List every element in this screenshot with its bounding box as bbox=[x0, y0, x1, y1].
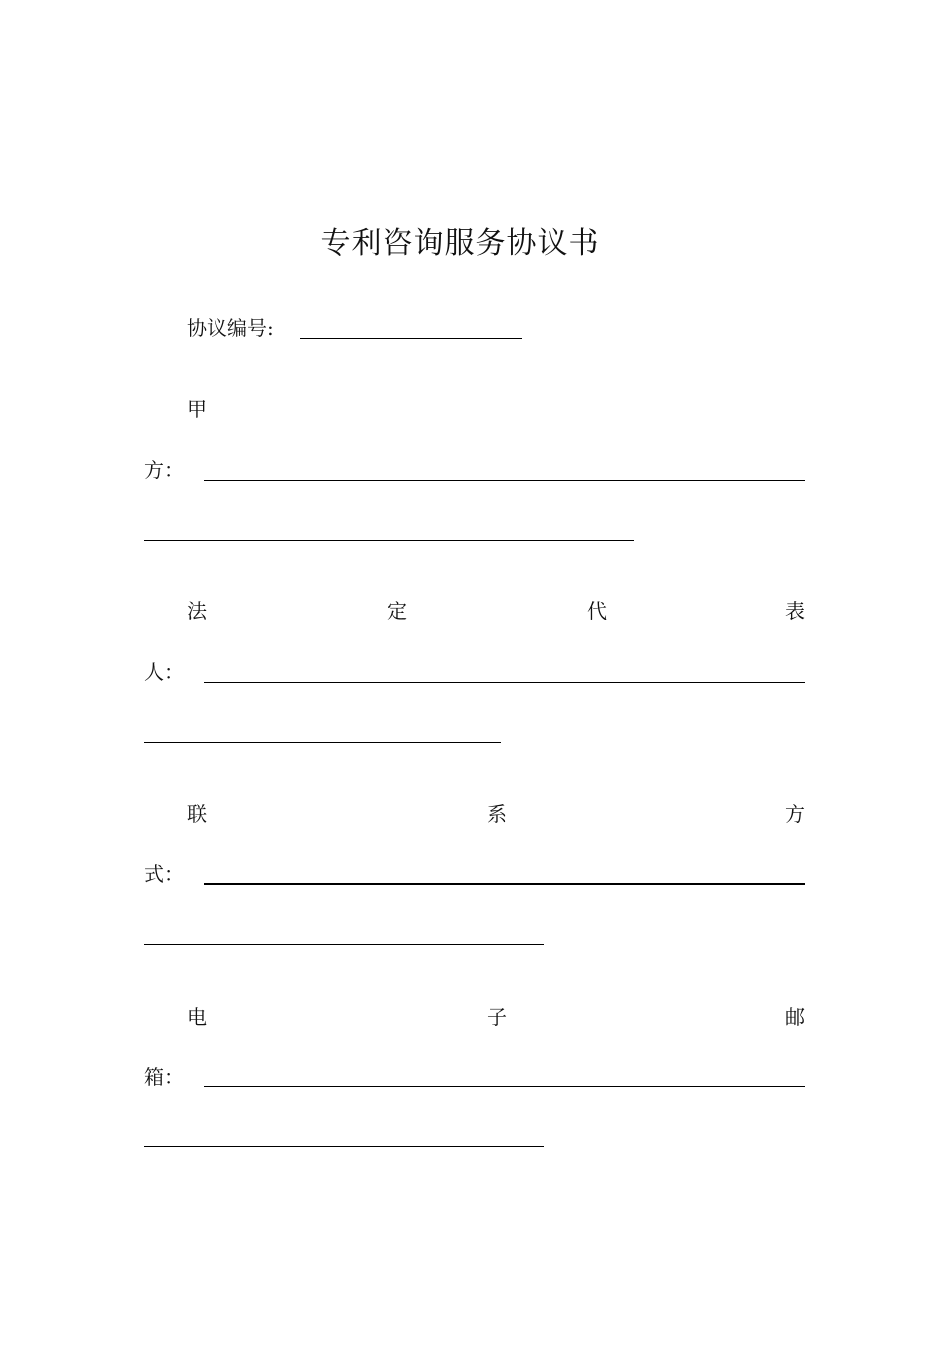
email-label-char-3: 邮 bbox=[785, 1005, 805, 1029]
agreement-no-label: 协议编号: bbox=[187, 316, 274, 340]
email-label-char-1: 电 bbox=[187, 1005, 207, 1029]
contact-field-line-2[interactable] bbox=[144, 944, 544, 945]
party-a-field-line-1[interactable] bbox=[204, 480, 805, 481]
legal-rep-label-char-2: 定 bbox=[387, 599, 407, 623]
contact-label-char-4: 式： bbox=[144, 862, 184, 886]
party-a-field-line-2[interactable] bbox=[144, 540, 634, 541]
legal-rep-label-char-1: 法 bbox=[187, 599, 207, 623]
contact-field-line-1[interactable] bbox=[204, 883, 805, 885]
legal-rep-field-line-1[interactable] bbox=[204, 682, 805, 683]
document-title: 专利咨询服务协议书 bbox=[320, 226, 600, 261]
email-field-line-1[interactable] bbox=[204, 1086, 805, 1087]
contact-label-char-1: 联 bbox=[187, 802, 207, 826]
email-label-char-2: 子 bbox=[487, 1005, 507, 1029]
legal-rep-label-char-5: 人： bbox=[144, 660, 184, 684]
contact-label-char-2: 系 bbox=[487, 802, 507, 826]
legal-rep-field-line-2[interactable] bbox=[144, 742, 501, 743]
party-a-label-char-1: 甲 bbox=[187, 397, 207, 421]
legal-rep-label-char-4: 表 bbox=[785, 599, 805, 623]
email-field-line-2[interactable] bbox=[144, 1146, 544, 1147]
legal-rep-label-char-3: 代 bbox=[587, 599, 607, 623]
agreement-no-field[interactable] bbox=[300, 338, 522, 339]
email-label-char-4: 箱： bbox=[144, 1065, 184, 1089]
contact-label-char-3: 方 bbox=[785, 802, 805, 826]
party-a-label-char-2: 方： bbox=[144, 458, 184, 482]
